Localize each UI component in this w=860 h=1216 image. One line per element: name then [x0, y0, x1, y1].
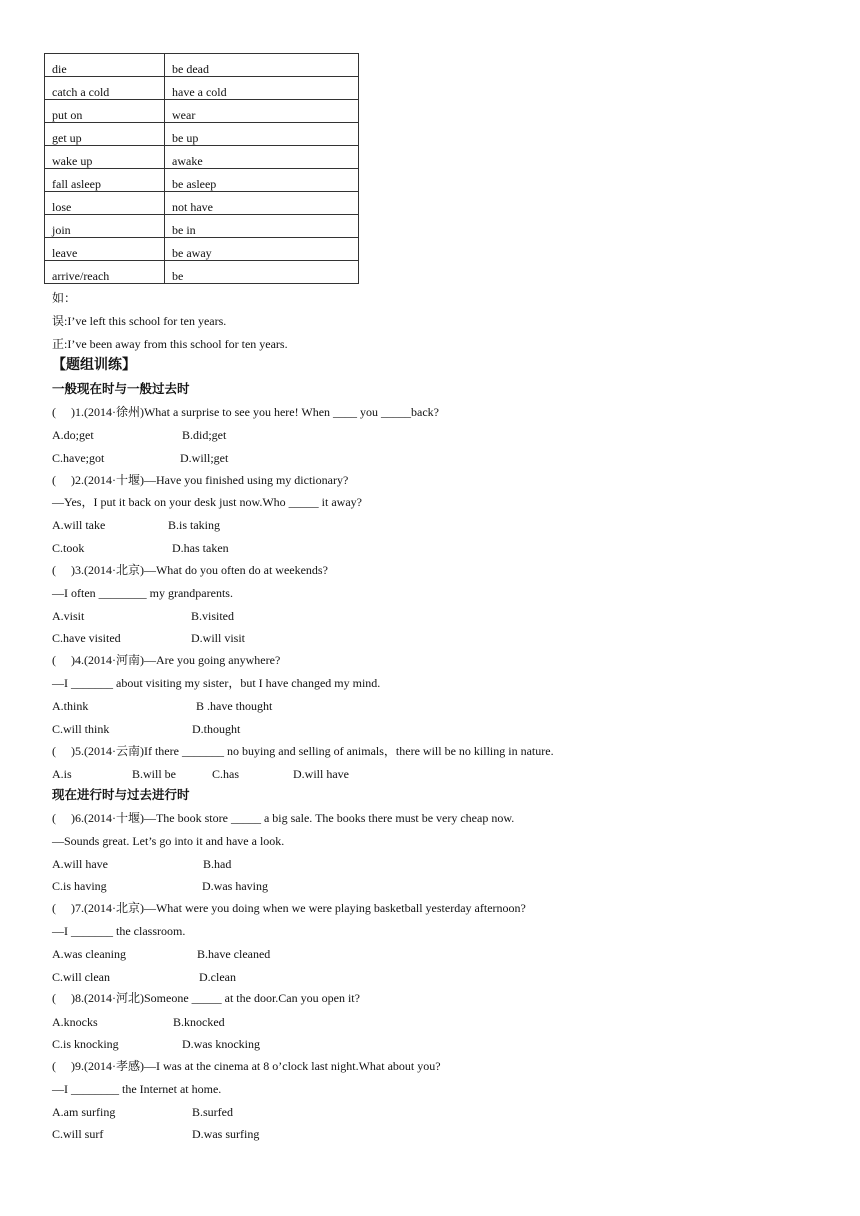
question-7-line2: —I _______ the classroom. — [52, 924, 186, 938]
q9-option-c: C.will surf — [52, 1127, 104, 1141]
question-9: ( )9.(2014·孝感)—I was at the cinema at 8 o’clock last night.What about you? — [52, 1059, 441, 1073]
example-right: 正:I’ve been away from this school for ten years. — [52, 337, 288, 351]
question-7: ( )7.(2014·北京)—What were you doing when we were playing basketball yesterday afternoon? — [52, 901, 526, 915]
q8-option-a: A.knocks — [52, 1015, 98, 1029]
q1-option-b: B.did;get — [182, 428, 227, 442]
table-row — [45, 146, 359, 169]
table-cell-equivalent: be — [165, 261, 359, 284]
question-3: ( )3.(2014·北京)—What do you often do at weekends? — [52, 563, 328, 577]
table-cell-equivalent: have a cold — [165, 77, 359, 100]
question-8: ( )8.(2014·河北)Someone _____ at the door.Can you open it? — [52, 991, 360, 1005]
question-2-line2: —Yes，I put it back on your desk just now.Who _____ it away? — [52, 495, 362, 509]
table-row — [45, 238, 359, 261]
example-wrong: 误:I’ve left this school for ten years. — [52, 314, 227, 328]
table-row — [45, 54, 359, 77]
table-cell-term: join — [45, 215, 165, 238]
table-cell-term: fall asleep — [45, 169, 165, 192]
q4-option-b: B .have thought — [196, 699, 273, 713]
q7-option-b: B.have cleaned — [197, 947, 271, 961]
table-cell-term: put on — [45, 100, 165, 123]
q7-option-c: C.will clean — [52, 970, 110, 984]
q9-option-d: D.was surfing — [192, 1127, 260, 1141]
q9-option-a: A.am surfing — [52, 1105, 116, 1119]
q8-option-d: D.was knocking — [182, 1037, 260, 1051]
vocab-table — [44, 53, 359, 284]
q4-option-d: D.thought — [192, 722, 241, 736]
q5-option-d: D.will have — [293, 767, 349, 781]
section-title: 【题组训练】 — [52, 357, 136, 373]
table-cell-equivalent: be asleep — [165, 169, 359, 192]
group2-title: 现在进行时与过去进行时 — [52, 787, 190, 802]
q6-option-c: C.is having — [52, 879, 107, 893]
table-cell-term: get up — [45, 123, 165, 146]
q8-option-c: C.is knocking — [52, 1037, 119, 1051]
q3-option-a: A.visit — [52, 609, 85, 623]
q5-option-a: A.is — [52, 767, 72, 781]
question-3-line2: —I often ________ my grandparents. — [52, 586, 233, 600]
table-row — [45, 215, 359, 238]
q2-option-b: B.is taking — [168, 518, 221, 532]
q4-option-a: A.think — [52, 699, 89, 713]
q6-option-a: A.will have — [52, 857, 108, 871]
table-row — [45, 261, 359, 284]
table-row — [45, 123, 359, 146]
group1-title: 一般现在时与一般过去时 — [52, 381, 190, 396]
q3-option-c: C.have visited — [52, 631, 121, 645]
q1-option-a: A.do;get — [52, 428, 94, 442]
q5-option-b: B.will be — [132, 767, 176, 781]
question-4-line2: —I _______ about visiting my sister，but I have changed my mind. — [52, 676, 381, 690]
question-6-line2: —Sounds great. Let’s go into it and have a look. — [52, 834, 285, 848]
question-2: ( )2.(2014·十堰)—Have you finished using my dictionary? — [52, 473, 349, 487]
q3-option-b: B.visited — [191, 609, 235, 623]
table-row — [45, 192, 359, 215]
q7-option-d: D.clean — [199, 970, 236, 984]
table-cell-equivalent: not have — [165, 192, 359, 215]
q4-option-c: C.will think — [52, 722, 110, 736]
table-cell-term: catch a cold — [45, 77, 165, 100]
table-cell-equivalent: awake — [165, 146, 359, 169]
table-cell-term: leave — [45, 238, 165, 261]
question-6: ( )6.(2014·十堰)—The book store _____ a big sale. The books there must be very cheap now. — [52, 811, 515, 825]
q6-option-b: B.had — [203, 857, 232, 871]
q5-option-c: C.has — [212, 767, 239, 781]
q9-option-b: B.surfed — [192, 1105, 233, 1119]
table-cell-term: die — [45, 54, 165, 77]
table-cell-equivalent: be away — [165, 238, 359, 261]
table-cell-equivalent: wear — [165, 100, 359, 123]
q3-option-d: D.will visit — [191, 631, 246, 645]
table-cell-term: arrive/reach — [45, 261, 165, 284]
question-5: ( )5.(2014·云南)If there _______ no buying and selling of animals，there will be no killing in nature. — [52, 744, 554, 758]
q1-option-d: D.will;get — [180, 451, 229, 465]
table-cell-equivalent: be dead — [165, 54, 359, 77]
table-row — [45, 100, 359, 123]
question-4: ( )4.(2014·河南)—Are you going anywhere? — [52, 653, 281, 667]
table-cell-equivalent: be up — [165, 123, 359, 146]
table-cell-term: lose — [45, 192, 165, 215]
q6-option-d: D.was having — [202, 879, 268, 893]
table-row — [45, 169, 359, 192]
table-cell-equivalent: be in — [165, 215, 359, 238]
q2-option-d: D.has taken — [172, 541, 229, 555]
question-9-line2: —I ________ the Internet at home. — [52, 1082, 222, 1096]
q1-option-c: C.have;got — [52, 451, 105, 465]
table-row — [45, 77, 359, 100]
q2-option-a: A.will take — [52, 518, 106, 532]
q2-option-c: C.took — [52, 541, 85, 555]
example-intro: 如： — [52, 291, 77, 305]
q8-option-b: B.knocked — [173, 1015, 225, 1029]
table-cell-term: wake up — [45, 146, 165, 169]
q7-option-a: A.was cleaning — [52, 947, 126, 961]
question-1: ( )1.(2014·徐州)What a surprise to see you here! When ____ you _____back? — [52, 405, 440, 419]
